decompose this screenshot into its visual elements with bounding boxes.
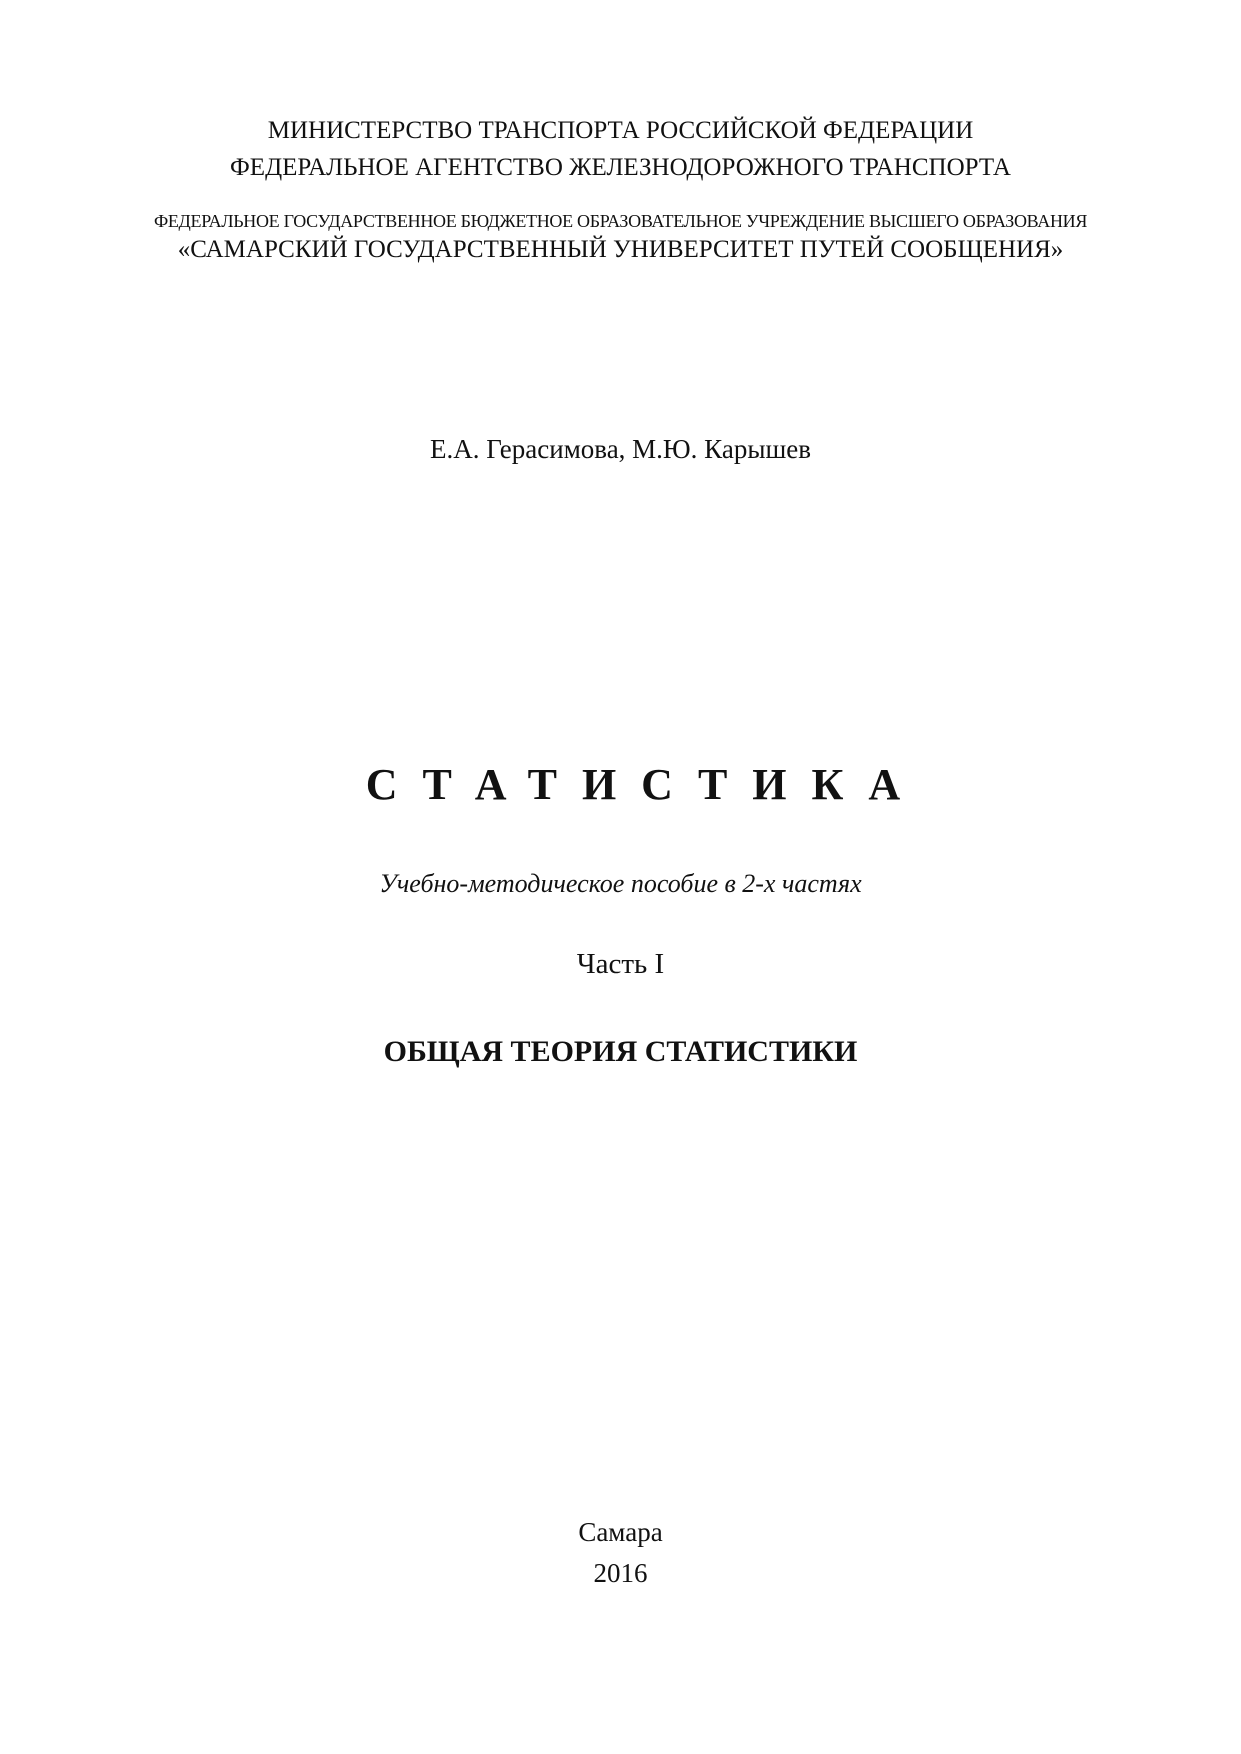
book-subtitle: Учебно-методическое пособие в 2-х частях [379,869,862,898]
part-title: ОБЩАЯ ТЕОРИЯ СТАТИСТИКИ [383,1035,858,1068]
institution-type: ФЕДЕРАЛЬНОЕ ГОСУДАРСТВЕННОЕ БЮДЖЕТНОЕ ОБРАЗОВАТЕЛЬНОЕ УЧРЕЖДЕНИЕ ВЫСШЕГО ОБРАЗОВАНИЯ [153,211,1088,231]
ministry-name: МИНИСТЕРСТВО ТРАНСПОРТА РОССИЙСКОЙ ФЕДЕРАЦИИ [267,117,974,144]
publication-year: 2016 [593,1558,648,1588]
book-title: СТАТИСТИКА [365,760,926,809]
publication-city: Самара [578,1517,663,1547]
agency-name: ФЕДЕРАЛЬНОЕ АГЕНТСТВО ЖЕЛЕЗНОДОРОЖНОГО ТРАНСПОРТА [230,154,1011,181]
part-number: Часть I [576,948,665,980]
university-name: «САМАРСКИЙ ГОСУДАРСТВЕННЫЙ УНИВЕРСИТЕТ ПУТЕЙ СООБЩЕНИЯ» [177,236,1064,263]
authors: Е.А. Герасимова, М.Ю. Карышев [430,434,811,464]
